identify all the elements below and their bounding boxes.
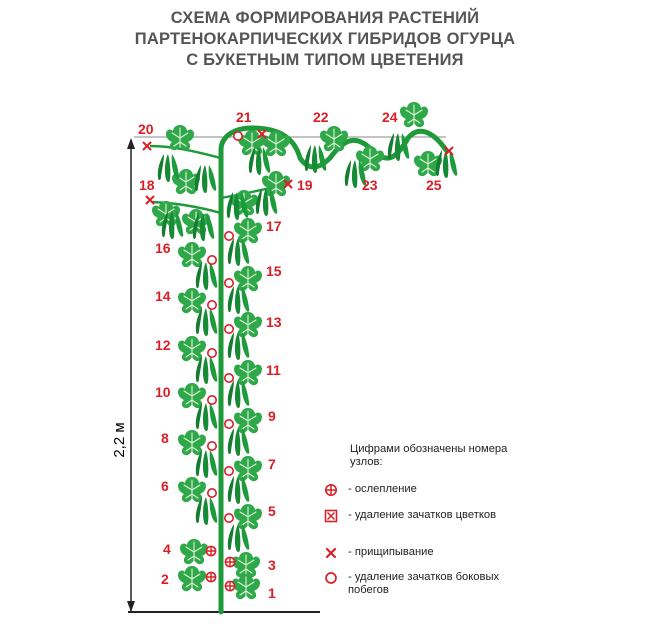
node-label-4: 4 xyxy=(163,541,171,557)
node-15 xyxy=(225,266,262,314)
legend-heading: Цифрами обозначены номера узлов: xyxy=(350,443,508,468)
height-label: 2,2 м xyxy=(111,422,128,458)
node-label-6: 6 xyxy=(161,478,169,494)
node-label-16: 16 xyxy=(155,240,171,256)
title-line-3: С БУКЕТНЫМ ТИПОМ ЦВЕТЕНИЯ xyxy=(186,51,464,69)
height-arrow-bottom xyxy=(127,601,135,612)
title-line-1: СХЕМА ФОРМИРОВАНИЯ РАСТЕНИЙ xyxy=(170,9,480,27)
node-label-10: 10 xyxy=(155,384,171,400)
node-1 xyxy=(225,574,260,599)
node-label-3: 3 xyxy=(268,557,276,573)
node-label-12: 12 xyxy=(155,337,171,353)
node-5 xyxy=(225,504,262,552)
node-label-24: 24 xyxy=(382,109,398,125)
node-label-8: 8 xyxy=(161,430,169,446)
node-2 xyxy=(178,566,216,591)
node-label-21: 21 xyxy=(236,109,252,125)
node-label-19: 19 xyxy=(297,177,313,193)
node-4 xyxy=(180,539,216,564)
node-10 xyxy=(178,383,217,431)
node-11 xyxy=(225,360,262,408)
node-label-13: 13 xyxy=(266,314,282,330)
node-16 xyxy=(178,242,217,290)
node-19 xyxy=(227,171,292,220)
legend-text-pinching: - прищипывание xyxy=(348,546,434,558)
flower-bud-removal-icon xyxy=(322,509,340,523)
node-label-23: 23 xyxy=(362,177,378,193)
node-label-9: 9 xyxy=(268,408,276,424)
legend-text-flower-bud-removal: - удаление зачатков цветков xyxy=(348,509,497,521)
legend-text-side-shoot-removal: - удаление зачатков боковых побегов xyxy=(348,571,500,596)
blinding-icon xyxy=(322,483,340,497)
node-label-25: 25 xyxy=(426,177,442,193)
pinching-icon xyxy=(322,546,340,560)
node-label-7: 7 xyxy=(268,456,276,472)
node-label-17: 17 xyxy=(266,218,282,234)
node-label-11: 11 xyxy=(266,362,281,378)
node-label-14: 14 xyxy=(155,288,171,304)
node-label-2: 2 xyxy=(161,571,169,587)
legend-text-blinding: - ослепление xyxy=(348,483,417,495)
node-label-22: 22 xyxy=(313,109,329,125)
node-21 xyxy=(234,130,290,175)
node-13 xyxy=(225,312,262,360)
node-17 xyxy=(225,218,262,266)
node-9 xyxy=(225,408,262,456)
node-12 xyxy=(178,336,217,384)
node-6 xyxy=(178,477,217,525)
node-label-15: 15 xyxy=(266,263,282,279)
node-3 xyxy=(225,552,260,577)
side-shoot-removal-icon xyxy=(322,571,340,585)
node-label-18: 18 xyxy=(139,177,155,193)
node-14 xyxy=(178,288,217,336)
height-arrow-top xyxy=(127,138,135,149)
node-25 xyxy=(414,148,457,179)
node-label-20: 20 xyxy=(138,121,154,137)
node-7 xyxy=(225,456,262,504)
title-line-2: ПАРТЕНОКАРПИЧЕСКИХ ГИБРИДОВ ОГУРЦА xyxy=(134,30,516,48)
node-label-5: 5 xyxy=(268,503,276,519)
node-label-1: 1 xyxy=(268,585,276,601)
node-8 xyxy=(178,430,217,478)
